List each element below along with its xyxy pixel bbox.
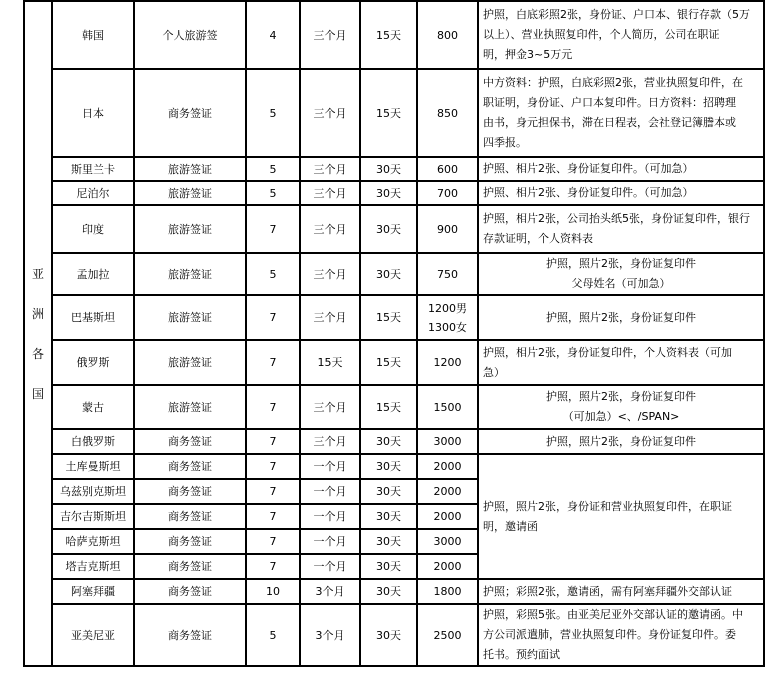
price-cell bbox=[417, 295, 478, 340]
visa-type-cell: 旅游签证 bbox=[134, 385, 246, 429]
country-cell: 斯里兰卡 bbox=[52, 157, 134, 181]
requirements-cell bbox=[478, 1, 764, 69]
price-cell bbox=[417, 604, 478, 666]
visa-type-cell: 商务签证 bbox=[134, 69, 246, 157]
stay-cell: 30天 bbox=[360, 579, 417, 604]
processing-days-cell: 7 bbox=[246, 504, 300, 529]
price-cell bbox=[417, 205, 478, 253]
table-row bbox=[24, 205, 764, 253]
requirement-line: 存款证明，个人资料表 bbox=[483, 232, 593, 245]
country-cell: 尼泊尔 bbox=[52, 181, 134, 205]
validity-cell: 三个月 bbox=[300, 385, 360, 429]
requirements-cell bbox=[478, 181, 764, 205]
requirement-line: 急） bbox=[483, 365, 505, 379]
table-row bbox=[24, 579, 764, 604]
validity-cell: 一个月 bbox=[300, 479, 360, 504]
requirement-line: 护照、相片2张、身份证复印件。（可加急） bbox=[483, 162, 694, 175]
validity-cell: 一个月 bbox=[300, 554, 360, 579]
price-cell bbox=[417, 429, 478, 454]
table-row bbox=[24, 1, 764, 69]
requirement-line: 四季报。 bbox=[483, 136, 527, 149]
stay-cell: 30天 bbox=[360, 253, 417, 295]
requirements-cell bbox=[478, 205, 764, 253]
visa-table bbox=[23, 0, 765, 667]
country-cell: 巴基斯坦 bbox=[52, 295, 134, 340]
validity-cell: 15天 bbox=[300, 340, 360, 385]
validity-cell: 三个月 bbox=[300, 205, 360, 253]
requirements-cell bbox=[478, 429, 764, 454]
table-row bbox=[24, 340, 764, 385]
stay-cell: 30天 bbox=[360, 529, 417, 554]
price-value: 1800 bbox=[433, 585, 462, 598]
requirement-line: 托书。预约面试 bbox=[483, 648, 560, 661]
requirements-cell bbox=[478, 340, 764, 385]
requirements-cell bbox=[478, 454, 764, 579]
requirements-cell bbox=[478, 157, 764, 181]
validity-cell: 三个月 bbox=[300, 69, 360, 157]
requirement-line: 职证明，身份证、户口本复印件。日方资料：招聘理 bbox=[483, 96, 736, 109]
stay-cell: 30天 bbox=[360, 157, 417, 181]
visa-type-cell: 商务签证 bbox=[134, 479, 246, 504]
requirements-cell bbox=[478, 604, 764, 666]
price-cell bbox=[417, 69, 478, 157]
country-cell: 阿塞拜疆 bbox=[52, 579, 134, 604]
requirement-line: 护照，照片2张，身份证复印件 bbox=[546, 434, 696, 448]
visa-type-cell: 个人旅游签 bbox=[134, 1, 246, 69]
price-value: 2500 bbox=[433, 628, 462, 642]
stay-cell: 30天 bbox=[360, 181, 417, 205]
price-value: 2000 bbox=[433, 460, 462, 473]
price-cell bbox=[417, 340, 478, 385]
price-value: 2000 bbox=[433, 510, 462, 523]
visa-type-cell: 旅游签证 bbox=[134, 205, 246, 253]
requirement-line: 护照；彩照2张，邀请函，需有阿塞拜疆外交部认证 bbox=[483, 584, 732, 598]
requirement-line: 明，押金3~5万元 bbox=[483, 48, 573, 61]
requirements-cell bbox=[478, 69, 764, 157]
requirement-line: 护照，照片2张，身份证和营业执照复印件，在职证 bbox=[483, 499, 732, 513]
validity-cell: 3个月 bbox=[300, 579, 360, 604]
processing-days-cell: 5 bbox=[246, 69, 300, 157]
stay-cell: 30天 bbox=[360, 205, 417, 253]
requirement-line: 护照，照片2张，身份证复印件 bbox=[546, 257, 696, 270]
region-label-char: 国 bbox=[31, 386, 44, 401]
requirement-line: 护照，白底彩照2张，身份证、户口本、银行存款（5万 bbox=[483, 8, 750, 21]
country-cell: 白俄罗斯 bbox=[52, 429, 134, 454]
price-value: 800 bbox=[437, 28, 458, 42]
price-value: 1500 bbox=[433, 400, 462, 414]
stay-cell: 30天 bbox=[360, 554, 417, 579]
country-cell: 蒙古 bbox=[52, 385, 134, 429]
visa-type-cell: 旅游签证 bbox=[134, 253, 246, 295]
country-cell: 孟加拉 bbox=[52, 253, 134, 295]
price-value: 2000 bbox=[433, 485, 462, 498]
requirements-cell bbox=[478, 579, 764, 604]
price-cell bbox=[417, 454, 478, 479]
processing-days-cell: 7 bbox=[246, 205, 300, 253]
stay-cell: 15天 bbox=[360, 69, 417, 157]
validity-cell: 一个月 bbox=[300, 529, 360, 554]
validity-cell: 三个月 bbox=[300, 157, 360, 181]
stay-cell: 15天 bbox=[360, 385, 417, 429]
validity-cell: 三个月 bbox=[300, 429, 360, 454]
visa-type-cell: 旅游签证 bbox=[134, 157, 246, 181]
stay-cell: 15天 bbox=[360, 295, 417, 340]
visa-type-cell: 商务签证 bbox=[134, 554, 246, 579]
processing-days-cell: 4 bbox=[246, 1, 300, 69]
processing-days-cell: 7 bbox=[246, 529, 300, 554]
validity-cell: 三个月 bbox=[300, 1, 360, 69]
price-cell bbox=[417, 579, 478, 604]
stay-cell: 30天 bbox=[360, 604, 417, 666]
processing-days-cell: 7 bbox=[246, 295, 300, 340]
table-row bbox=[24, 604, 764, 666]
price-cell bbox=[417, 253, 478, 295]
processing-days-cell: 5 bbox=[246, 181, 300, 205]
processing-days-cell: 5 bbox=[246, 157, 300, 181]
table-row bbox=[24, 385, 764, 429]
table-row bbox=[24, 454, 764, 479]
validity-cell: 三个月 bbox=[300, 181, 360, 205]
region-label-char: 各 bbox=[31, 346, 44, 361]
requirement-line: 护照，相片2张，身份证复印件，个人资料表（可加 bbox=[483, 345, 732, 359]
price-value: 2000 bbox=[433, 560, 462, 573]
country-cell: 日本 bbox=[52, 69, 134, 157]
price-cell bbox=[417, 504, 478, 529]
country-cell: 俄罗斯 bbox=[52, 340, 134, 385]
stay-cell: 30天 bbox=[360, 429, 417, 454]
price-cell bbox=[417, 529, 478, 554]
price-value: 3000 bbox=[433, 435, 462, 448]
visa-type-cell: 商务签证 bbox=[134, 504, 246, 529]
region-cell bbox=[24, 1, 52, 666]
stay-cell: 15天 bbox=[360, 340, 417, 385]
table-row bbox=[24, 157, 764, 181]
requirement-line: （可加急）<、/SPAN> bbox=[562, 410, 680, 423]
requirement-line: 护照，相片2张，公司抬头纸5张，身份证复印件，银行 bbox=[483, 212, 750, 225]
country-cell: 亚美尼亚 bbox=[52, 604, 134, 666]
country-cell: 乌兹别克斯坦 bbox=[52, 479, 134, 504]
validity-cell: 三个月 bbox=[300, 253, 360, 295]
processing-days-cell: 7 bbox=[246, 479, 300, 504]
processing-days-cell: 7 bbox=[246, 554, 300, 579]
requirement-line: 护照，照片2张，身份证复印件 bbox=[546, 390, 696, 403]
processing-days-cell: 10 bbox=[246, 579, 300, 604]
processing-days-cell: 7 bbox=[246, 340, 300, 385]
requirement-line: 以上）、营业执照复印件，个人简历，公司在职证 bbox=[483, 28, 720, 41]
visa-table-body bbox=[24, 1, 764, 666]
price-cell bbox=[417, 181, 478, 205]
requirement-line: 中方资料：护照，白底彩照2张，营业执照复印件，在 bbox=[483, 76, 743, 89]
table-row bbox=[24, 429, 764, 454]
visa-type-cell: 商务签证 bbox=[134, 604, 246, 666]
table-row bbox=[24, 181, 764, 205]
table-row bbox=[24, 69, 764, 157]
requirement-line: 父母姓名（可加急） bbox=[571, 277, 671, 290]
visa-type-cell: 商务签证 bbox=[134, 454, 246, 479]
visa-type-cell: 旅游签证 bbox=[134, 181, 246, 205]
requirements-cell bbox=[478, 385, 764, 429]
country-cell: 印度 bbox=[52, 205, 134, 253]
processing-days-cell: 7 bbox=[246, 429, 300, 454]
price-value: 600 bbox=[437, 162, 458, 176]
price-cell bbox=[417, 554, 478, 579]
region-label-char: 洲 bbox=[31, 306, 44, 321]
validity-cell: 三个月 bbox=[300, 295, 360, 340]
requirements-cell bbox=[478, 253, 764, 295]
visa-type-cell: 商务签证 bbox=[134, 429, 246, 454]
stay-cell: 30天 bbox=[360, 454, 417, 479]
country-cell: 韩国 bbox=[52, 1, 134, 69]
price-value: 1300女 bbox=[428, 320, 467, 334]
country-cell: 土库曼斯坦 bbox=[52, 454, 134, 479]
processing-days-cell: 7 bbox=[246, 385, 300, 429]
table-row bbox=[24, 295, 764, 340]
requirement-line: 护照，照片2张，身份证复印件 bbox=[546, 310, 696, 324]
requirement-line: 明，邀请函 bbox=[483, 519, 538, 533]
price-value: 700 bbox=[437, 186, 458, 200]
stay-cell: 30天 bbox=[360, 504, 417, 529]
validity-cell: 3个月 bbox=[300, 604, 360, 666]
price-value: 1200男 bbox=[428, 301, 467, 315]
stay-cell: 30天 bbox=[360, 479, 417, 504]
table-row bbox=[24, 253, 764, 295]
processing-days-cell: 5 bbox=[246, 253, 300, 295]
requirement-line: 护照、相片2张、身份证复印件。（可加急） bbox=[483, 186, 694, 199]
validity-cell: 一个月 bbox=[300, 504, 360, 529]
visa-type-cell: 旅游签证 bbox=[134, 340, 246, 385]
price-value: 3000 bbox=[433, 535, 462, 548]
processing-days-cell: 5 bbox=[246, 604, 300, 666]
visa-type-cell: 旅游签证 bbox=[134, 295, 246, 340]
region-label-char: 亚 bbox=[31, 266, 44, 281]
requirement-line: 方公司派遣肺，营业执照复印件。身份证复印件。委 bbox=[483, 628, 736, 641]
visa-type-cell: 商务签证 bbox=[134, 529, 246, 554]
price-value: 850 bbox=[437, 106, 458, 120]
country-cell: 吉尔吉斯斯坦 bbox=[52, 504, 134, 529]
price-value: 900 bbox=[437, 222, 458, 236]
stay-cell: 15天 bbox=[360, 1, 417, 69]
processing-days-cell: 7 bbox=[246, 454, 300, 479]
requirements-cell bbox=[478, 295, 764, 340]
price-value: 1200 bbox=[433, 356, 462, 369]
country-cell: 哈萨克斯坦 bbox=[52, 529, 134, 554]
price-cell bbox=[417, 479, 478, 504]
price-cell bbox=[417, 1, 478, 69]
requirement-line: 护照，彩照5张。由亚美尼亚外交部认证的邀请函。中 bbox=[483, 608, 743, 621]
price-cell bbox=[417, 385, 478, 429]
country-cell: 塔吉克斯坦 bbox=[52, 554, 134, 579]
validity-cell: 一个月 bbox=[300, 454, 360, 479]
price-value: 750 bbox=[437, 267, 458, 281]
price-cell bbox=[417, 157, 478, 181]
visa-type-cell: 商务签证 bbox=[134, 579, 246, 604]
requirement-line: 由书，身元担保书，滞在日程表，会社登记簿謄本或 bbox=[483, 116, 736, 129]
